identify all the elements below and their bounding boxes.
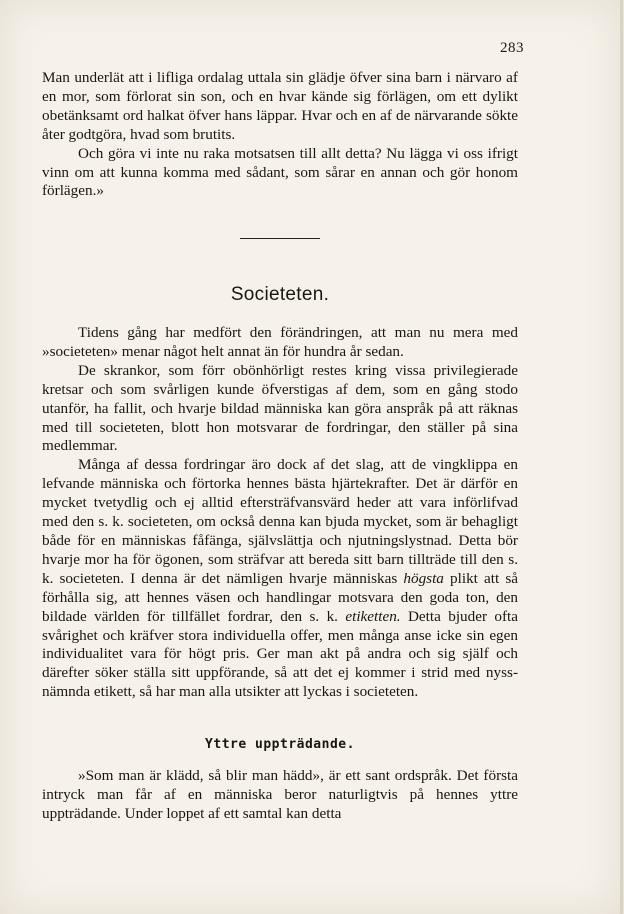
page-number: 283 [500, 40, 524, 56]
paragraph: Tidens gång har medfört den förändringen, att man nu mera med »societeten» menar något helt annat än för hundra år sedan. [42, 324, 518, 360]
subsection-title: Yttre uppträdande. [205, 737, 355, 752]
paragraph: »Som man är klädd, så blir man hädd», är ett sant ordspråk. Det första intryck man får af en människa beror naturligtvis på hennes yttre uppträdande. Under loppet af ett samtal kan detta [42, 767, 518, 822]
continued-text [42, 69, 518, 201]
emphasis-text: högsta [403, 569, 444, 587]
section-body [42, 324, 518, 702]
paragraph: Man underlät att i lifliga ordalag uttala sin glädje öfver sina barn i närvaro af en mor, som förlorat sin son, och en hvar kände sig förlägen, om ett dylikt obetänksamt ord halkat öfver hans läppar. Hvar och en af de närvarande sökte åter godtgöra, hvad som brutits. [42, 69, 518, 143]
emphasis-text: etiketten. [345, 607, 401, 625]
paragraph [42, 456, 518, 702]
text-run: Detta bjuder ofta svårighet och kräfver stora individuella offer, men många anse icke sin egen individualitet vara för högt pris. Ger man akt på andra och sig själf och därefter söker ställa sitt uppförande, så att det ej kommer i strid med nyssnämnda etikett, så har man alla utsikter att lyckas i societeten. [42, 607, 519, 701]
section-title: Societeten. [230, 284, 330, 305]
paragraph: De skrankor, som förr obönhörligt restes kring vissa privilegierade kretsar och som svårligen kunde öfverstigas af dem, som en gång stodo utanför, ha fallit, och hvarje bildad människa kan göra anspråk på att räknas med till societeten, blott hon motsvarar de fordringar, den ställer på sina medlemmar. [42, 361, 518, 455]
text-run: Många af dessa fordringar äro dock af det slag, att de vingklippa en lefvande människa och förtorka hennes bästa hjärtekrafter. Det är därför en mycket tvetydlig och ej alltid eftersträfvansvärd heder att vara införlifvad med den s. k. societeten, om också denna kan bjuda mycket, som är behagligt både för en människas fåfänga, självslättja och njutningslystnad. Detta bör hvarje mor ha för ögonen, som sträfvar att bereda sitt barn tillträde till den s. k. societeten. I denna är det nämligen hvarje människas [42, 456, 518, 587]
text-run: plikt att så förhålla sig, att hennes väsen och handlingar motsvara den goda ton, den bildade världen för tillfället fordrar, den s. k. [42, 569, 518, 625]
paragraph: Och göra vi inte nu raka motsatsen till allt detta? Nu lägga vi oss ifrigt vinn om att kunna komma med sådant, som sårar en annan och gör honom förlägen.» [42, 144, 518, 200]
subsection-body [42, 767, 518, 824]
section-divider [240, 238, 320, 239]
